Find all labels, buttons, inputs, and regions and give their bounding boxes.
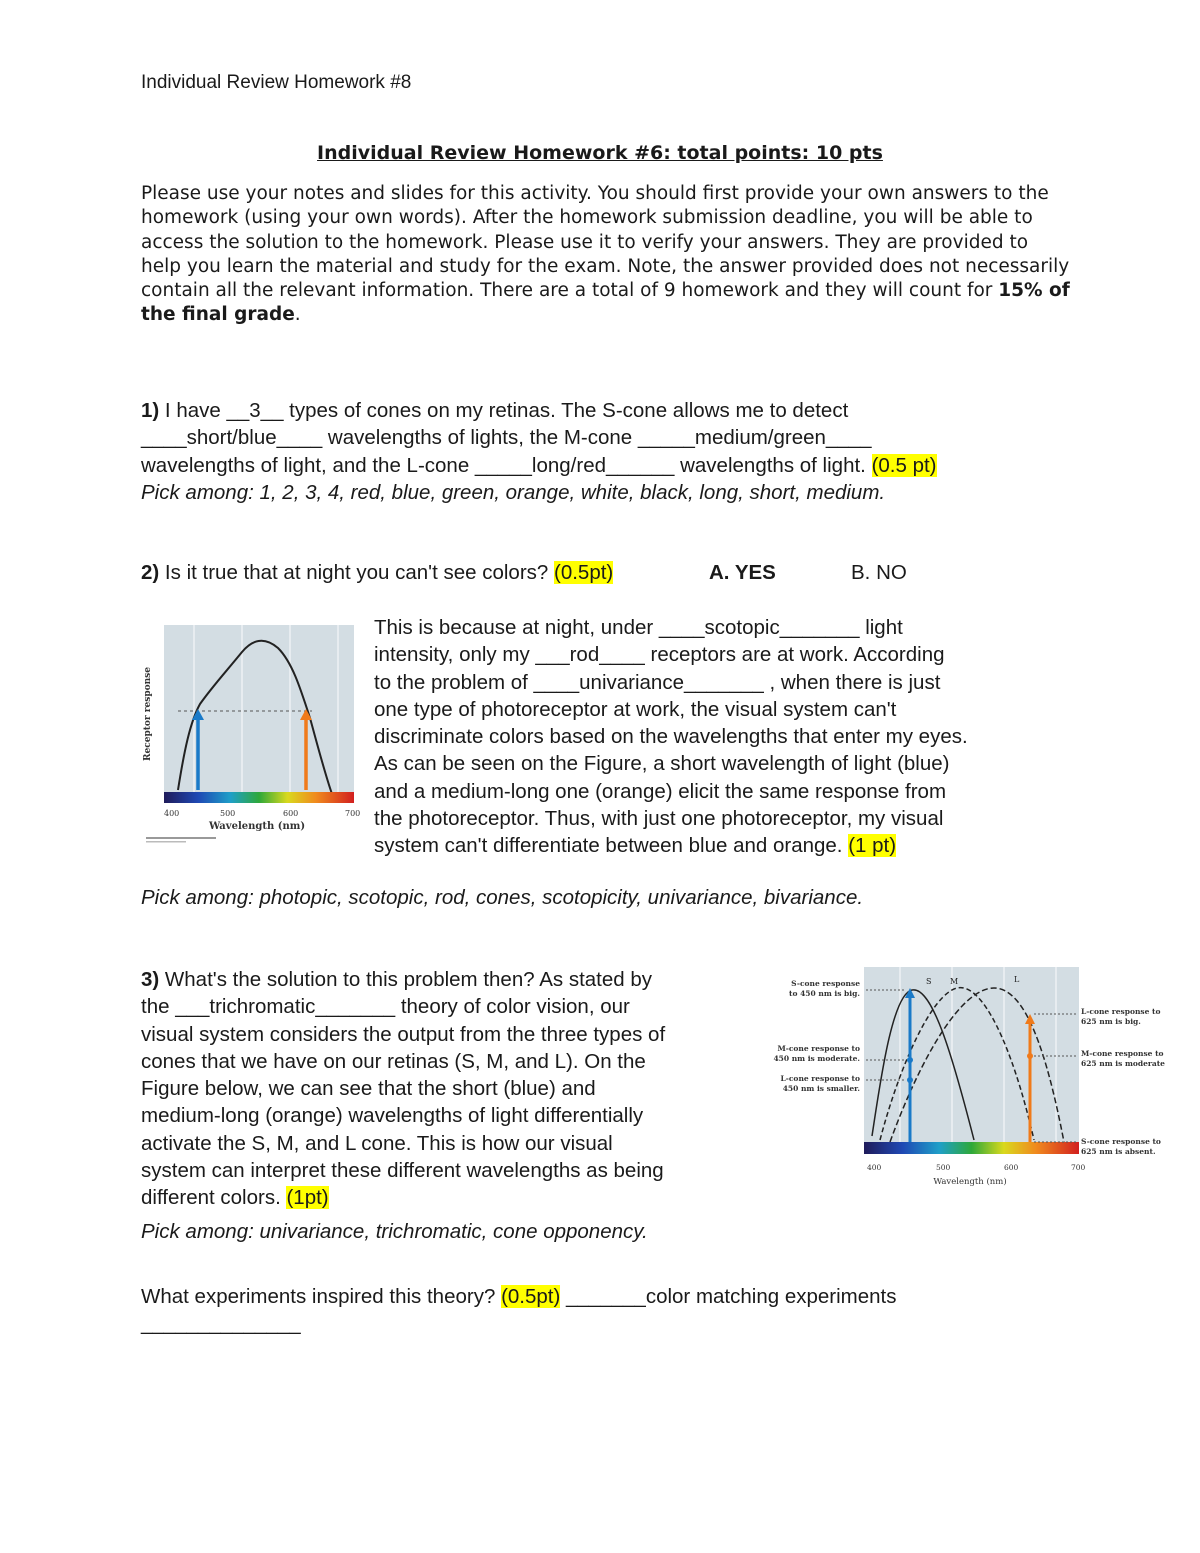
- q3-line: activate the S, M, and L cone. This is how our visual: [141, 1131, 613, 1155]
- q3-line: [141, 966, 761, 993]
- label-l: L: [1014, 975, 1020, 984]
- q2-last-line: [374, 832, 1094, 859]
- tick-700: 700: [1071, 1163, 1086, 1172]
- tick-600: 600: [283, 809, 299, 818]
- experiments-line: [141, 1283, 1101, 1310]
- caption-scrap: [146, 837, 216, 839]
- m-450-marker: [907, 1057, 913, 1063]
- label-s: S: [926, 977, 932, 986]
- intro-end: .: [294, 304, 301, 326]
- label-m: M: [950, 977, 959, 986]
- experiments-points: (0.5pt): [501, 1285, 561, 1308]
- q2-pick-among: Pick among: photopic, scotopic, rod, cones, scotopicity, univariance, bivariance.: [141, 886, 864, 909]
- experiments-tail: ______________: [141, 1312, 301, 1336]
- q3-experiments: [141, 1283, 1101, 1338]
- page-header: Individual Review Homework #8: [141, 72, 412, 93]
- annot-l450-1: L-cone response to: [780, 1074, 860, 1083]
- annot-l625-2: 625 nm is big.: [1081, 1017, 1141, 1026]
- q3-line: the ___trichromatic_______ theory of color vision, our: [141, 995, 630, 1019]
- q2-line: and a medium-long one (orange) elicit the same response from: [374, 779, 947, 803]
- q3-line: Figure below, we can see that the short (blue) and: [141, 1077, 596, 1101]
- annot-m625-1: M-cone response to: [1081, 1049, 1164, 1058]
- question-1: [141, 397, 1081, 506]
- rod-response-chart: [142, 622, 362, 852]
- question-3: [141, 966, 761, 1212]
- tick-400: 400: [867, 1163, 882, 1172]
- annot-l625-1: L-cone response to: [1081, 1007, 1161, 1016]
- q3-line: cones that we have on our retinas (S, M, and L). On the: [141, 1049, 646, 1073]
- q2-line: to the problem of ____univariance_______ , when there is just: [374, 670, 941, 694]
- q2-number: 2): [141, 561, 160, 584]
- q2-line: the photoreceptor. Thus, with just one photoreceptor, my visual: [374, 807, 944, 831]
- q2-figure: [142, 622, 362, 852]
- tick-600: 600: [1004, 1163, 1019, 1172]
- y-axis-label: Receptor response: [143, 667, 153, 761]
- m-625-marker: [1027, 1053, 1033, 1059]
- tick-500: 500: [936, 1163, 951, 1172]
- q1-number: 1): [141, 399, 160, 422]
- cone-response-chart: [772, 964, 1172, 1192]
- q2-option-b: B. NO: [851, 561, 907, 584]
- q1-line-2: ____short/blue____ wavelengths of lights, the M-cone _____medium/green____: [141, 426, 872, 450]
- l-450-marker: [907, 1077, 913, 1083]
- intro-paragraph: [141, 182, 1071, 328]
- q3-line: medium-long (orange) wavelengths of light differentially: [141, 1104, 644, 1128]
- annot-m450-2: 450 nm is moderate.: [773, 1054, 860, 1063]
- annot-s625-2: 625 nm is absent.: [1081, 1147, 1156, 1156]
- page-title: Individual Review Homework #6: total points: 10 pts: [317, 142, 883, 164]
- q2-line: This is because at night, under ____scotopic_______ light: [374, 616, 903, 639]
- chart-background: [864, 967, 1079, 1150]
- q3-last-line: [141, 1184, 761, 1211]
- q3-number: 3): [141, 968, 160, 991]
- q2-line: one type of photoreceptor at work, the visual system can't: [374, 697, 897, 721]
- question-2: [141, 559, 1041, 586]
- annot-l450-2: 450 nm is smaller.: [782, 1084, 860, 1093]
- annot-s625-1: S-cone response to: [1081, 1137, 1161, 1146]
- annot-m450-1: M-cone response to: [777, 1044, 860, 1053]
- experiments-question: What experiments inspired this theory?: [141, 1285, 502, 1308]
- q3-last-text: different colors.: [141, 1186, 287, 1210]
- q2-option-a: A. YES: [709, 561, 776, 584]
- annot-s450-2: to 450 nm is big.: [789, 989, 860, 998]
- intro-text: Please use your notes and slides for this activity. You should first provide your own answers to the homework (using your own words). After the homework submission deadline, you will be able to access the solution to the homework. Please use it to verify your answers. They are provided to help you learn the material and study for the exam. Note, the answer provided does not necessarily contain all the relevant information. There are a total of 9 homework and they will count for: [141, 183, 1070, 302]
- q2-line: As can be seen on the Figure, a short wavelength of light (blue): [374, 752, 950, 776]
- q1-text-3: wavelengths of light, and the L-cone _____long/red______ wavelengths of light.: [141, 453, 872, 477]
- q2-line: discriminate colors based on the wavelengths that enter my eyes.: [374, 725, 968, 749]
- q3-line: system can interpret these different wavelengths as being: [141, 1159, 664, 1183]
- q2-line: intensity, only my ___rod____ receptors are at work. According: [374, 643, 945, 667]
- q2-last-text: system can't differentiate between blue and orange.: [374, 834, 849, 858]
- q1-points: (0.5 pt): [871, 453, 937, 477]
- q2-explanation: [374, 614, 1094, 860]
- intro-bold-grade: 15% of the final grade: [141, 280, 1070, 326]
- x-axis-label: Wavelength (nm): [208, 821, 306, 832]
- tick-500: 500: [220, 809, 236, 818]
- q3-figure: [772, 964, 1172, 1192]
- q1-text-1: I have __3__ types of cones on my retinas. The S-cone allows me to detect: [159, 399, 849, 422]
- experiments-answer: _______color matching experiments: [560, 1285, 897, 1308]
- x-axis-label: Wavelength (nm): [933, 1177, 1007, 1187]
- q3-pick-among: Pick among: univariance, trichromatic, cone opponency.: [141, 1220, 648, 1243]
- q2-points: (0.5pt): [554, 561, 614, 584]
- q1-line-1: [141, 397, 1081, 424]
- spectrum-bar: [164, 792, 354, 803]
- tick-700: 700: [345, 809, 361, 818]
- q3-first-text: What's the solution to this problem then? As stated by: [159, 968, 653, 991]
- annot-m625-2: 625 nm is moderate: [1081, 1059, 1165, 1068]
- q1-pick-among: Pick among: 1, 2, 3, 4, red, blue, green, orange, white, black, long, short, medium.: [141, 480, 886, 504]
- q2-question: Is it true that at night you can't see colors?: [159, 561, 554, 584]
- spectrum-bar: [864, 1142, 1079, 1154]
- caption-scrap: [146, 841, 186, 843]
- q1-line-3: [141, 452, 1081, 479]
- q3-line: visual system considers the output from the three types of: [141, 1022, 666, 1046]
- q2-last-points: (1 pt): [848, 834, 897, 858]
- annot-s450-1: S-cone response: [791, 979, 860, 988]
- q3-points: (1pt): [286, 1186, 329, 1210]
- tick-400: 400: [164, 809, 180, 818]
